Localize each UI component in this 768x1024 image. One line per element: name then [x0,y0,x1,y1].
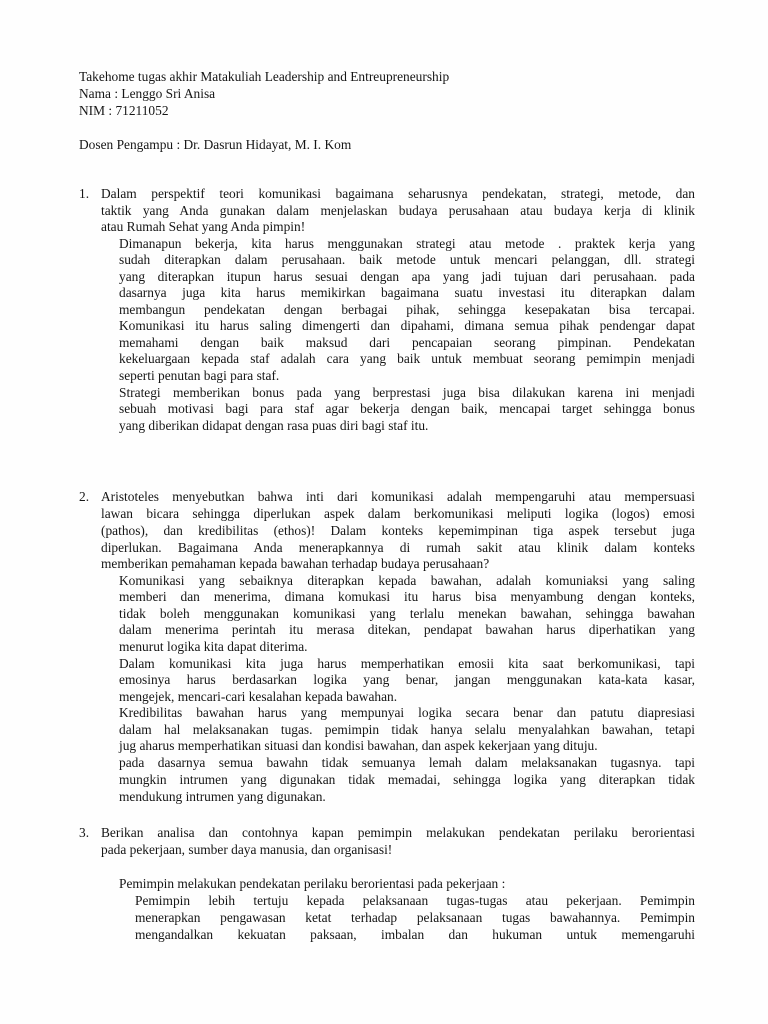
answer-2-line: mengejek, mencari-cari kesalahan kepada bawahan. [119,689,398,704]
answer-3-heading: Pemimpin melakukan pendekatan perilaku berorientasi pada pekerjaan : [119,876,506,891]
question-3-line: pada pekerjaan, sumber daya manusia, dan organisasi! [101,842,393,857]
question-2-line: Aristoteles menyebutkan bahwa inti dari komunikasi adalah mempengaruhi atau mempersuasi [101,489,695,504]
answer-1-line: dasarnya juga kita harus memikirkan bagaimana suatu investasi itu diterapkan dalam [119,285,695,300]
answer-2-line: dalam menerima perintah itu merasa ditekan, pendapat bawahan harus diperhatikan yang [119,622,695,637]
question-2-line: lawan bicara sehingga diperlukan aspek dalam berkomunikasi meliputi logika (logos) emosi [101,506,695,521]
question-2-line: (pathos), dan kredibilitas (ethos)! Dalam konteks kepemimpinan tiga aspek tersebut juga [101,523,695,538]
question-2-number: 2. [79,489,90,504]
answer-2-line: tidak boleh menggunakan komunikasi yang terlalu menekan bawahan, sehingga bawahan [119,606,695,621]
answer-3-line: menerapkan pengawasan ketat terhadap pelaksanaan tugas bawahannya. Pemimpin [135,910,695,925]
lecturer-name: Dosen Pengampu : Dr. Dasrun Hidayat, M. I. Kom [79,137,352,152]
answer-2-line: Kredibilitas bawahan harus yang mempunyai logika secara benar dan patutu diapresiasi [119,705,695,720]
question-2-line: diperlukan. Bagaimana Anda menerapkannya di rumah sakit atau klinik dalam konteks [101,540,695,555]
question-2-line: memberikan pemahaman kepada bawahan terhadap budaya perusahaan? [101,556,490,571]
answer-2-line: pada dasarnya semua bawahn tidak semuanya lemah dalam melaksanakan tugasnya. tapi [119,755,695,770]
answer-2-line: emosinya harus berdasarkan logika yang benar, jangan menggunakan kata-kata kasar, [119,672,695,687]
student-name: Nama : Lenggo Sri Anisa [79,86,216,101]
question-1-line: atau Rumah Sehat yang Anda pimpin! [101,219,306,234]
answer-2-line: mungkin intrumen yang digunakan tidak memadai, sehingga logika yang diterapkan tidak [119,772,695,787]
answer-1-line: yang diterapkan itupun harus sesuai dengan apa yang jadi tujuan dari perusahaan. pada [119,269,695,284]
answer-2-line: Dalam komunikasi kita juga harus memperhatikan emosii kita saat berkomunikasi, tapi [119,656,695,671]
answer-1-line: yang diberikan didapat dengan rasa puas diri bagi staf itu. [119,418,429,433]
answer-2-line: mendukung intrumen yang digunakan. [119,789,326,804]
document-title: Takehome tugas akhir Matakuliah Leadership and Entreupreneurship [79,69,450,84]
answer-1-line: sebuah motivasi bagi para staf agar bekerja dengan baik, mencapai target sehingga bonus [119,401,695,416]
answer-2-line: jug aharus memperhatikan situasi dan kondisi bawahan, dan aspek kekerjaan yang dituju. [119,738,598,753]
answer-2-line: dalam hal melaksanakan tugas. pemimpin tidak hanya selalu menyalahkan bawahan, tetapi [119,722,695,737]
question-3-number: 3. [79,825,90,840]
question-1-line: Dalam perspektif teori komunikasi bagaimana seharusnya pendekatan, strategi, metode, dan [101,186,695,201]
student-nim: NIM : 71211052 [79,103,169,118]
answer-1-line: Komunikasi itu harus saling dimengerti dan dipahami, dimana semua pihak pendengar dapat [119,318,695,333]
answer-3-line: Pemimpin lebih tertuju kepada pelaksanaan tugas-tugas atau pekerjaan. Pemimpin [135,893,695,908]
answer-2-line: Komunikasi yang sebaiknya diterapkan kepada bawahan, adalah komuniaksi yang saling [119,573,695,588]
answer-1-line: seperti penutan bagi para staf. [119,368,280,383]
answer-1-line: Strategi memberikan bonus pada yang berprestasi juga bisa dilakukan karena ini menjadi [119,385,695,400]
answer-1-line: sudah diterapkan dalam perusahaan. baik metode untuk mencari pelanggan, dll. strategi [119,252,695,267]
answer-1-line: memahami dengan baik maksud dari pencapaian seorang pimpinan. Pendekatan [119,335,695,350]
question-1-number: 1. [79,186,90,201]
answer-2-line: menurut logika kita dapat diterima. [119,639,308,654]
answer-3-line: mengandalkan kekuatan paksaan, imbalan dan hukuman untuk memengaruhi [135,927,695,942]
answer-2-line: memberi dan menerima, dimana komukasi itu harus bisa menyambung dengan konteks, [119,589,695,604]
answer-1-line: Dimanapun bekerja, kita harus menggunakan strategi atau metode . praktek kerja yang [119,236,695,251]
question-1-line: taktik yang Anda gunakan dalam menjelaskan budaya perusahaan atau budaya kerja di klinik [101,203,695,218]
question-3-line: Berikan analisa dan contohnya kapan pemimpin melakukan pendekatan perilaku berorientasi [101,825,695,840]
answer-1-line: membangun pendekatan dengan berbagai pihak, sehingga kesepakatan bisa tercapai. [119,302,695,317]
answer-1-line: kekeluargaan kepada staf adalah cara yang baik untuk membuat seorang pemimpin menjadi [119,351,695,366]
